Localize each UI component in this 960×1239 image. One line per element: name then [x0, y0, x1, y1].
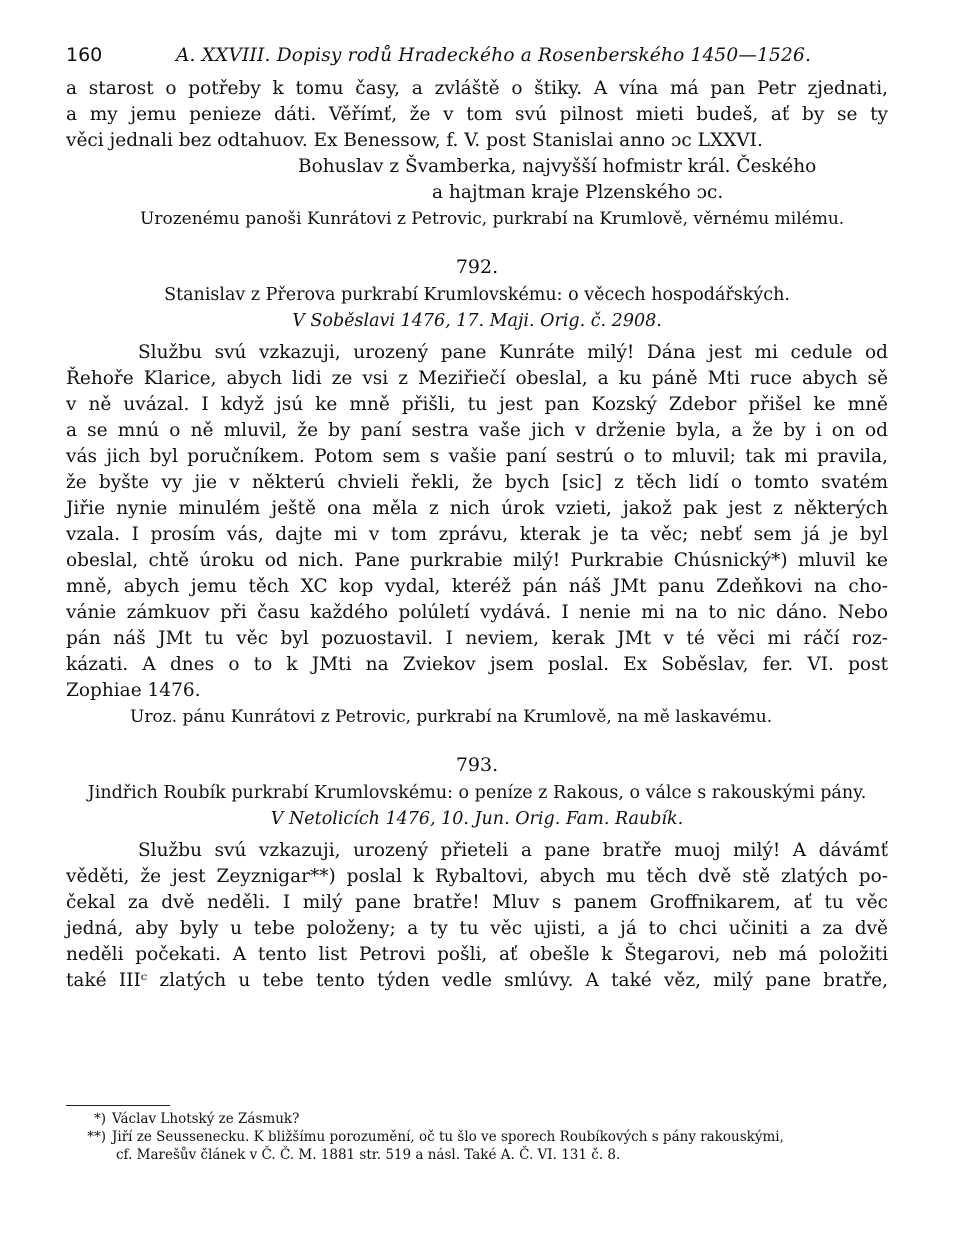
page-body — [66, 44, 888, 994]
document-number: 792. — [455, 256, 499, 278]
text-line: jedná, aby byly u tebe položeny; a ty tu věc ujisti, a já to chci učiniti a za dvě — [66, 918, 888, 939]
text-line: věci jednali bez odtahuov. Ex Benessow, f. V. post Stanislai anno ɔc LXXVI. — [66, 130, 763, 151]
running-title: A. XXVIII. Dopisy rodů Hradeckého a Rosenberského 1450—1526. — [176, 45, 812, 66]
footnote-text: cf. Marešův článek v Č. Č. M. 1881 str. 519 a násl. Také A. Č. VI. 131 č. 8. — [116, 1147, 621, 1163]
page-number: 160 — [66, 44, 103, 66]
text-line: čekal za dvě neděli. I milý pane bratře! Mluv s panem Groffnikarem, ať tu věc — [66, 892, 888, 913]
footnote-mark: **) — [87, 1129, 106, 1145]
signature-line: Bohuslav z Švamberka, najvyšší hofmistr král. Českého — [298, 156, 817, 177]
letter-end — [66, 76, 888, 232]
text-line: Jiřie nynie minulém ještě ona měla z nich úrok vzieti, jakož pak jest z některých — [66, 498, 888, 519]
document-792 — [66, 252, 888, 730]
text-line: vás jich byl poručníkem. Potom sem s vašie paní sestrú o to mluvil; tak mi pravila, — [66, 446, 888, 467]
text-line: vánie zámkuov při času každého polúletí vydává. I nenie mi na to nic dáno. Nebo — [66, 602, 888, 623]
footnote-text: Václav Lhotský ze Zásmuk? — [112, 1111, 300, 1127]
footnote-continuation — [66, 1146, 888, 1164]
page-header — [66, 44, 888, 76]
text-line: Řehoře Klarice, abych lidi ze vsi z Meziřiečí obeslal, a ku páně Mti ruce abych sě — [66, 368, 888, 389]
document-793 — [66, 750, 888, 994]
text-line: a se mnú o ně mluvil, že by paní sestra vaše jich v drženie byla, a že by i on od — [66, 420, 888, 441]
document-title: Stanislav z Přerova purkrabí Krumlovskému: o věcech hospodářských. — [164, 285, 790, 305]
footnote — [66, 1110, 888, 1128]
document-place-date: V Soběslavi 1476, 17. Maji. Orig. č. 2908. — [292, 311, 662, 331]
text-line: vzala. I prosím vás, dajte mi v tom zprávu, kterak je ta věc; nebť sem já je byl — [66, 524, 888, 545]
signature-line: a hajtman kraje Plzenského ɔc. — [432, 182, 724, 203]
footnote — [66, 1128, 888, 1146]
footnote-divider — [66, 1105, 170, 1106]
letter-address: Uroz. pánu Kunrátovi z Petrovic, purkrabí na Krumlově, na mě laskavému. — [130, 707, 773, 727]
document-title: Jindřich Roubík purkrabí Krumlovskému: o peníze z Rakous, o válce s rakouskými pány. — [87, 783, 867, 803]
text-line: věděti, že jest Zeyznigar**) poslal k Rybaltovi, abych mu těch dvě stě zlatých po- — [66, 866, 888, 887]
text-line: a my jemu penieze dáti. Věřímť, že v tom svú pilnost mieti budeš, ať by se ty — [66, 104, 888, 125]
footnote-text: Jiří ze Seussenecku. K bližšímu porozumění, oč tu šlo ve sporech Roubíkových s pány rakouskými, — [112, 1129, 784, 1145]
footnote-mark: *) — [93, 1111, 106, 1127]
text-line: obeslal, chtě úroku od nich. Pane purkrabie milý! Purkrabie Chúsnický*) mluvil ke — [66, 550, 888, 571]
text-line: v ně uvázal. I když jsú ke mně přišli, tu jest pan Kozský Zdebor přišel ke mně — [66, 394, 888, 415]
text-line: Službu svú vzkazuji, urozený přieteli a pane bratře muoj milý! A dávámť — [138, 840, 888, 861]
footnotes — [66, 1110, 888, 1164]
letter-address: Urozenému panoši Kunrátovi z Petrovic, purkrabí na Krumlově, věrnému milému. — [140, 209, 845, 229]
text-line: Zophiae 1476. — [66, 680, 201, 701]
text-line: pán náš JMt tu věc byl pozuostavil. I neviem, kerak JMt v té věci mi ráčí roz- — [66, 628, 888, 649]
document-place-date: V Netolicích 1476, 10. Jun. Orig. Fam. Raubík. — [270, 809, 684, 829]
document-number: 793. — [455, 754, 499, 776]
text-line: Službu svú vzkazuji, urozený pane Kunráte milý! Dána jest mi cedule od — [138, 342, 888, 363]
text-line: že byšte vy jie v některú chvieli řekli, že bych [sic] z těch lidí o tomto svatém — [66, 472, 888, 493]
text-line: neděli počekati. A tento list Petrovi pošli, ať obešle k Štegarovi, neb má položiti — [66, 944, 888, 965]
text-line: také IIIᶜ zlatých u tebe tento týden vedle smlúvy. A také věz, milý pane bratře, — [66, 970, 888, 991]
text-line: a starost o potřeby k tomu časy, a zvláště o štiky. A vína má pan Petr zjednati, — [66, 78, 888, 99]
text-line: mně, abych jemu těch XC kop vydal, kteréž pán náš JMt panu Zdeňkovi na cho- — [66, 576, 888, 597]
text-line: kázati. A dnes o to k JMti na Zviekov jsem poslal. Ex Soběslav, fer. VI. post — [66, 654, 888, 675]
